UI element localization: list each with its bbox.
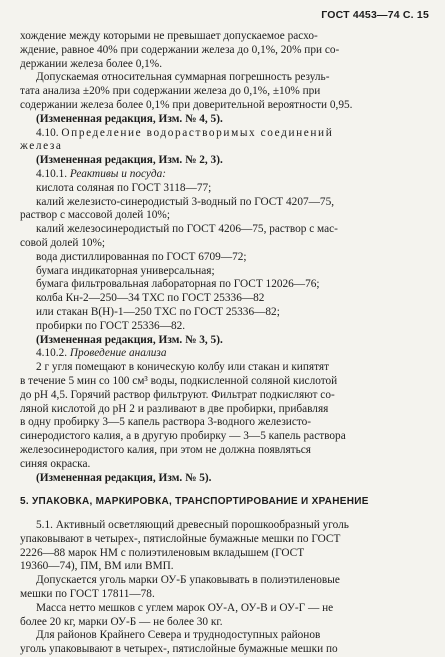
text-line	[20, 99, 429, 113]
page-header: ГОСТ 4453—74 С. 15	[321, 9, 429, 21]
text-line	[20, 444, 429, 458]
text-span: упаковывают в четырех-, пятислойные бумажные мешки по ГОСТ	[20, 532, 341, 545]
text-span: калий железисто-синеродистый 3-водный по ГОСТ 4207—75,	[36, 195, 335, 208]
text-line	[20, 403, 429, 417]
spacer	[20, 485, 429, 495]
text-line	[20, 472, 429, 486]
text-span: держании железа более 0,1%.	[20, 57, 163, 70]
text-span: содержании железа более 0,1% при доверительной вероятности 0,95.	[20, 98, 353, 111]
text-line	[20, 547, 429, 561]
text-line	[20, 533, 429, 547]
text-span: 2 г угля помещают в коническую колбу или стакан и кипятят	[36, 361, 330, 374]
text-span: совой долей 10%;	[20, 236, 106, 249]
text-span: вода дистиллированная по ГОСТ 6709—72;	[36, 250, 247, 263]
text-span: железосинеродистого калия, при этом не должна появляться	[20, 443, 311, 456]
text-span: Проведение анализа	[69, 347, 167, 360]
text-line	[20, 44, 429, 58]
text-span: (Измененная редакция, Изм. № 4, 5).	[36, 112, 223, 125]
text-line	[20, 154, 429, 168]
text-span: 4.10.1.	[36, 167, 70, 180]
text-line	[20, 278, 429, 292]
text-span: (Измененная редакция, Изм. № 2, 3).	[36, 154, 223, 167]
text-line	[20, 375, 429, 389]
text-span: (Измененная редакция, Изм. № 5).	[36, 471, 212, 484]
text-span: бумага индикаторная универсальная;	[36, 264, 215, 277]
text-span: 5. УПАКОВКА, МАРКИРОВКА, ТРАНСПОРТИРОВАНИЕ И ХРАНЕНИЕ	[20, 496, 369, 508]
text-span: калий железосинеродистый по ГОСТ 4206—75, раствор с мас-	[36, 223, 338, 236]
text-span: колба Кн-2—250—34 ТХС по ГОСТ 25336—82	[36, 292, 265, 305]
document-body	[20, 30, 429, 657]
text-span: ждение, равное 40% при содержании железа до 0,1%, 20% при со-	[20, 43, 340, 56]
text-line	[20, 416, 429, 430]
text-span: мешки по ГОСТ 17811—78.	[20, 588, 155, 601]
text-line	[20, 458, 429, 472]
text-line	[20, 320, 429, 334]
text-span: 4.10.	[36, 126, 62, 139]
text-span: бумага фильтровальная лабораторная по ГОСТ 12026—76;	[36, 278, 320, 291]
text-line	[20, 389, 429, 403]
text-span: пробирки по ГОСТ 25336—82.	[36, 319, 186, 332]
text-line	[20, 495, 429, 509]
text-span: 4.10.2.	[36, 347, 70, 360]
text-span: кислота соляная по ГОСТ 3118—77;	[36, 181, 212, 194]
text-line	[20, 560, 429, 574]
text-span: ляной кислотой до pH 2 и разливают в две пробирки, прибавляя	[20, 402, 329, 415]
text-line	[20, 196, 429, 210]
text-span: более 20 кг, марки ОУ-Б — не более 30 кг.	[20, 615, 223, 628]
text-line	[20, 30, 429, 44]
text-span: синяя окраска.	[20, 457, 91, 470]
text-span: 2226—88 марок НМ с полиэтиленовым вкладышем (ГОСТ	[20, 546, 305, 559]
text-span: тата анализа ±20% при содержании железа до 0,1%, ±10% при	[20, 85, 321, 98]
text-line	[20, 265, 429, 279]
text-line	[20, 361, 429, 375]
text-span: Допускается уголь марки ОУ-Б упаковывать в полиэтиленовые	[36, 574, 340, 587]
text-line	[20, 574, 429, 588]
text-line	[20, 334, 429, 348]
text-line	[20, 251, 429, 265]
text-span: или стакан В(Н)-1—250 ТХС по ГОСТ 25336—82;	[36, 305, 280, 318]
text-line	[20, 140, 429, 154]
text-line	[20, 58, 429, 72]
text-span: Реактивы и посуда:	[69, 167, 167, 180]
text-line	[20, 643, 429, 657]
text-line	[20, 306, 429, 320]
text-span: (Измененная редакция, Изм. № 3, 5).	[36, 333, 223, 346]
text-line	[20, 616, 429, 630]
text-span: 5.1. Активный осветляющий древесный порошкообразный уголь	[36, 519, 349, 532]
text-line	[20, 602, 429, 616]
text-span: раствор с массовой долей 10%;	[20, 209, 170, 222]
text-span: Для районов Крайнего Севера и труднодоступных районов	[36, 629, 321, 642]
text-line	[20, 588, 429, 602]
text-span: Масса нетто мешков с углем марок ОУ-А, ОУ-В и ОУ-Г — не	[36, 601, 334, 614]
text-span: до pH 4,5. Горячий раствор фильтруют. Фильтрат подкисляют со-	[20, 388, 335, 401]
text-line	[20, 629, 429, 643]
text-span: в течение 5 мин со 100 см³ воды, подкисленной соляной кислотой	[20, 374, 338, 387]
text-line	[20, 168, 429, 182]
text-line	[20, 347, 429, 361]
text-line	[20, 182, 429, 196]
text-span: Допускаемая относительная суммарная погрешность резуль-	[36, 71, 330, 84]
text-span: 19360—74), ПМ, ВМ или ВМП.	[20, 560, 174, 573]
text-span: синеродистого калия, а в другую пробирку — 3—5 капель раствора	[20, 430, 346, 443]
text-line	[20, 237, 429, 251]
text-span: уголь упаковывают в четырех-, пятислойные бумажные мешки по	[20, 643, 338, 656]
text-line	[20, 113, 429, 127]
text-line	[20, 430, 429, 444]
text-line	[20, 519, 429, 533]
text-line	[20, 209, 429, 223]
text-span: в одну пробирку 3—5 капель раствора 3-водного железисто-	[20, 416, 312, 429]
text-line	[20, 292, 429, 306]
spacer	[20, 509, 429, 519]
text-line	[20, 223, 429, 237]
text-line	[20, 71, 429, 85]
text-line	[20, 127, 429, 141]
text-span: железа	[20, 140, 63, 153]
text-span: Определение водорастворимых соединений	[61, 126, 334, 139]
text-line	[20, 85, 429, 99]
text-span: хождение между которыми не превышает допускаемое расхо-	[20, 30, 318, 42]
